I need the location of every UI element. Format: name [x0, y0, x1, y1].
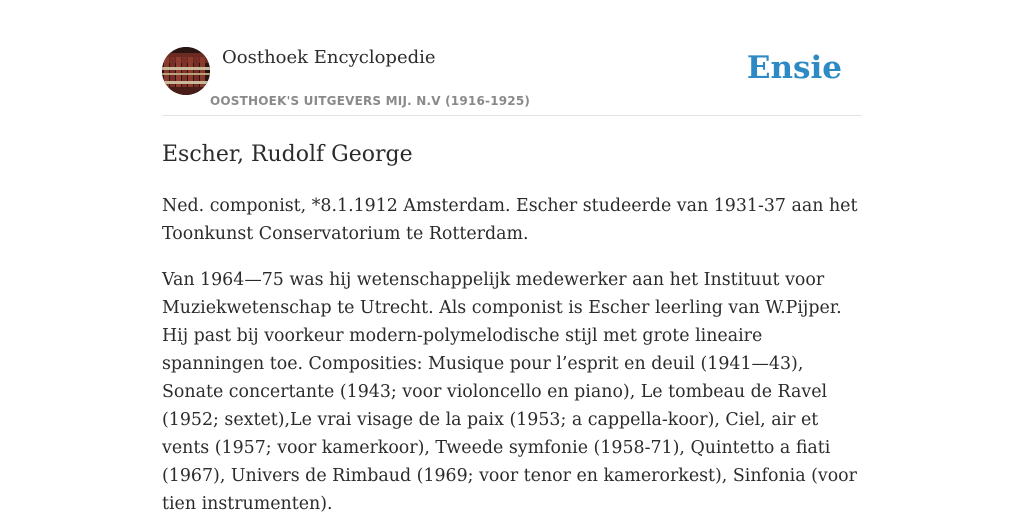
source-header: [162, 46, 862, 116]
source-name[interactable]: Oosthoek Encyclopedie: [222, 47, 436, 68]
source-subtitle: OOSTHOEK'S UITGEVERS MIJ. N.V (1916-1925): [210, 94, 531, 108]
article: [162, 140, 862, 512]
source-avatar[interactable]: [162, 47, 210, 95]
header-divider: [162, 115, 862, 116]
article-title: Escher, Rudolf George: [162, 142, 413, 167]
book-spines-icon: [162, 47, 210, 95]
article-paragraph: Van 1964—75 was hij wetenschappelijk medewerker aan het Instituut voor Muziekwetenschap te Utrecht. Als componist is Escher leerling van W.Pijper. Hij past bij voorkeur modern-polymelodische stijl met grote lineaire spanningen toe. Composities: Musique pour l’esprit en deuil (1941—43), Sonate concertante (1943; voor violoncello en piano), Le tombeau de Ravel (1952; sextet),Le vrai visage de la paix (1953; a cappella-koor), Ciel, air et vents (1957; voor kamerkoor), Tweede symfonie (1958-71), Quintetto a fiati (1967), Univers de Rimbaud (1969; voor tenor en kamerorkest), Sinfonia (voor tien instrumenten).: [162, 270, 857, 512]
brand-logo[interactable]: Ensie: [746, 50, 842, 86]
article-paragraph: Ned. componist, *8.1.1912 Amsterdam. Escher studeerde van 1931-37 aan het Toonkunst Conservatorium te Rotterdam.: [162, 196, 858, 244]
